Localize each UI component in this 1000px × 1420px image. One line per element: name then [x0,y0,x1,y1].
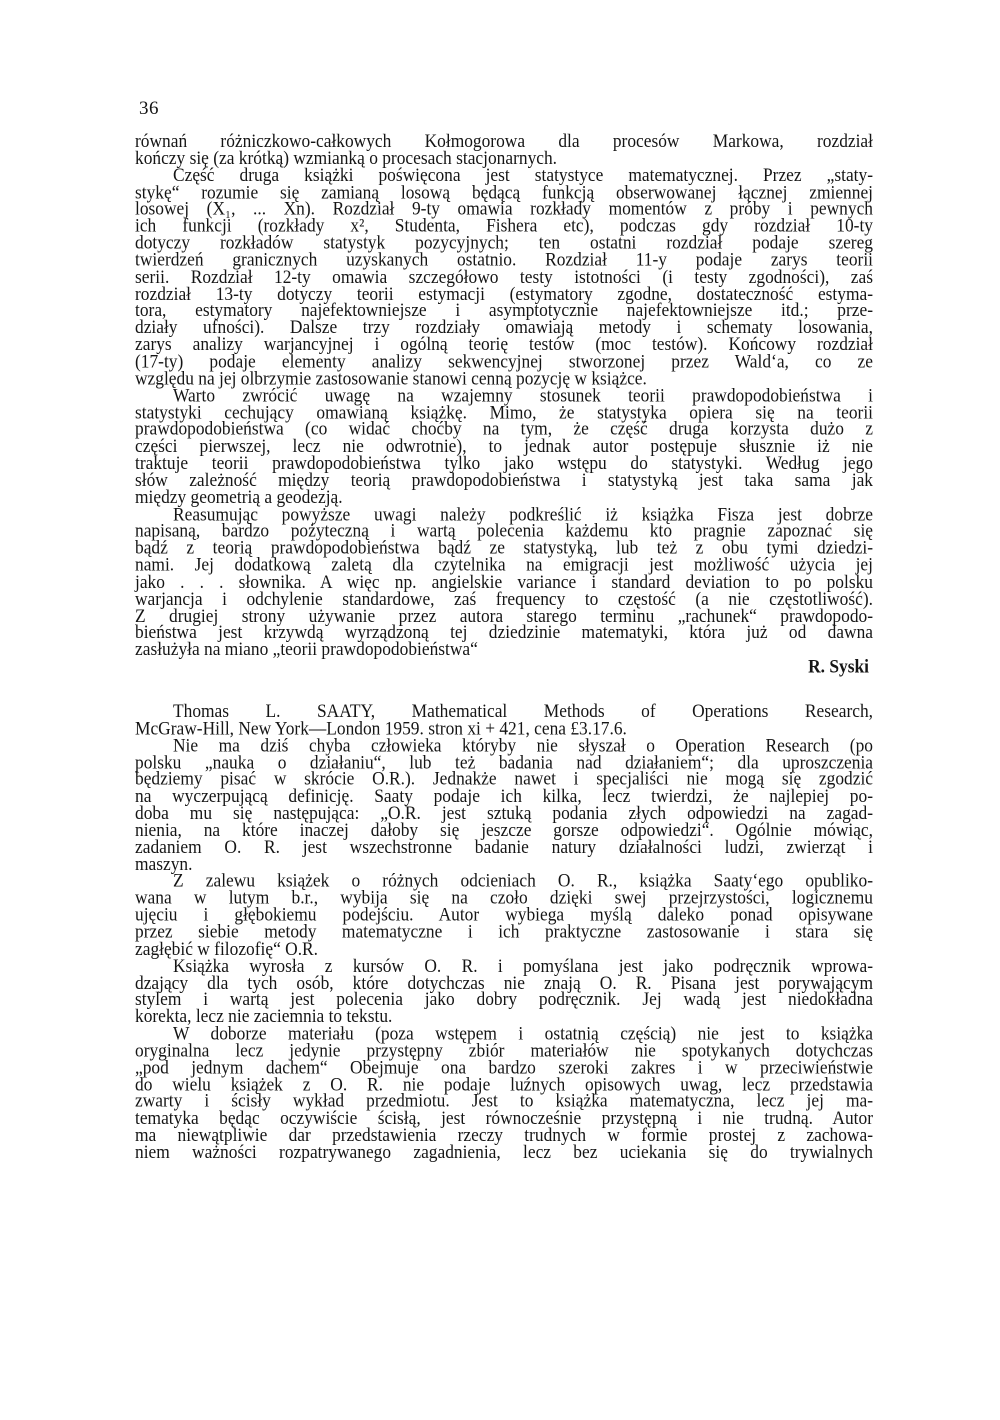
text-line: stylem i wartą jest polecenia jako dobry podręcznik. Jej wadą jest niedokładna [135,988,873,1010]
text-line: tematyka będąc oczywiście ścisłą, jest równocześnie przystępną i nie trudną. Autor [135,1106,873,1129]
text-line: dotyczy rozkładów statystyk pozycyjnych; ten ostatni rozdział podaje szereg [135,231,873,253]
text-line: polsku „nauka o działaniu“, lub też badania nad działaniem“; dla uproszczenia [135,750,873,773]
text-line: traktuje teorii prawdopodobieństwa tylko jako wstępu do statystyki. Według jego [135,451,873,474]
text-line: względu na jej olbrzymie zastosowanie stanowi cenną pozycję w książce. [135,367,647,389]
text-line: stykę“ rozumie się zamianą losową będącą funkcją obserwowanej łącznej zmiennej [135,180,873,203]
text-line: nami. Jej dodatkową zaletą dla czytelnika na emigracji jest możliwość użycia jej [135,553,873,576]
text-line: Z drugiej strony używanie przez autora starego terminu „rachunek“ prawdopodo- [135,604,873,626]
review-saaty [135,700,873,1163]
review-fisz [135,129,873,677]
text-line: napisaną, bardzo pożyteczną i wartą polecenia każdemu kto pragnie zapoznać się [135,519,873,542]
text-line: przez siebie metody matematyczne i ich praktyczne zastosowanie i stara się [135,920,873,942]
text-line: prawdopodobieństwa (co widać choćby na tym, że część druga korzysta dużo z [135,417,873,440]
page-body [135,129,873,1163]
text-line: kończy się (za krótką) wzmianką o procesach stacjonarnych. [135,146,558,169]
text-line: jako . . . słownika. A więc np. angielskie variance i standard deviation to po polsku [135,570,873,592]
text-line: dzający dla tych osób, które dotychczas nie znają O. R. Pisana jest porywającym [135,971,873,993]
paragraph-start-line: W doborze materiału (poza wstępem i ostatnią częścią) nie jest to książka [173,1022,873,1044]
text-line: na wyczerpującą definicję. Saaty podaje ich kilka, lecz twierdzi, że najlepiej po- [135,784,873,807]
paragraph-start-line: Z zalewu książek o różnych odcieniach O. R., książka Saaty‘ego opubliko- [173,869,873,892]
text-line: niem ważności rozpatrywanego zagadnienia, lecz bez uciekania się do trywialnych [135,1140,873,1163]
text-line: bieństwa jest krzywdą wyrządzoną tej dziedzinie matematyki, która już od dawna [135,621,873,643]
text-line: nienia, na które inaczej dałoby się jeszcze gorsze odpowiedzi“. Ogólnie mówiąc, [135,818,873,841]
text-line: twierdzeń granicznych uzyskanych ostatnio. Rozdział 11-y podaje zarys teorii [135,248,873,270]
text-line: (17-ty) podaje elementy analizy sekwencyjnej stworzonej przez Wald‘a, co ze [135,350,873,372]
text-line: zadaniem O. R. jest wszechstronne badanie natury działalności ludzi, zwierząt i [135,835,873,858]
text-line: zasłużyła na miano „teorii prawdopodobieństwa“ [135,638,478,660]
paragraph-start-line: Reasumując powyższe uwagi należy podkreślić iż książka Fisza jest dobrze [173,502,873,525]
text-line: „pod jednym dachem“ Obejmuje ona bardzo szeroki zakres i w przeciwieństwie [135,1056,873,1078]
text-line: zarys analizy warjancyjnej i ogólną teorię testów (moc testów). Końcowy rozdział [135,333,873,355]
text-line: oryginalna lecz jedynie przystępny zbiór materiałów nie spotykanych dotychczas [135,1039,873,1061]
page-number: 36 [139,98,159,119]
text-line: działy ufności). Dalsze trzy rozdziały omawiają metody i schematy losowania, [135,316,873,338]
text-line: między geometrią a geodezją. [135,485,343,508]
text-line: do wielu książek z O. R. nie podaje luźnych opisowych uwag, lecz przedstawia [135,1073,873,1095]
text-line: części pierwszej, lecz nie odwrotnie), to jednak autor postępuje słusznie iż nie [135,434,873,457]
text-line: słów zależność między teorią prawdopodobieństwa i statystyką jest taka sama jak [135,468,873,491]
review-signature: R. Syski [808,655,869,677]
paragraph-start-line: Część druga książki poświęcona jest statystyce matematycznej. Przez „staty- [173,163,873,186]
text-line: losowej (X₁, ... Xn). Rozdział 9-ty omawia rozkłady momentów z próby i pewnych [135,197,873,220]
text-line: równań różniczkowo-całkowych Kołmogorowa dla procesów Markowa, rozdział [135,129,873,152]
text-line: bądź z teorią prawdopodobieństwa bądź ze statystyką, lub też z obu tymi dziedzi- [135,536,873,559]
text-line: warjancja i odchylenie standardowe, zaś frequency to częstość (a nie częstotliwość). [135,587,873,609]
text-line: ujęciu i głębokiemu podejściu. Autor wybiega myślą daleko ponad opisywane [135,903,873,925]
text-line: zagłębić w filozofię“ O.R. [135,937,319,959]
paragraph-start-line: Warto zwrócić uwagę na wzajemny stosunek teorii prawdopodobieństwa i [173,384,873,406]
paragraph-start-line: Nie ma dziś chyba człowieka któryby nie słyszał o Operation Research (po [173,734,873,756]
text-line: maszyn. [135,852,193,875]
text-line: będziemy pisać w skrócie O.R.). Jednakże nawet i specjaliści nie mogą się zgodzić [135,767,873,790]
book-citation-line: Thomas L. SAATY, Mathematical Methods of Operations Research, [173,700,873,722]
book-citation-line: McGraw-Hill, New York—London 1959. stron xi + 421, cena £3.17.6. [135,717,627,739]
text-line: statystyki cechujący omawianą książkę. Mimo, że statystyka opiera się na teorii [135,401,873,423]
text-line: tora, estymatory najefektowniejsze i asymptotycznie najefektowniejsze itd.; prze- [135,299,873,321]
text-line: ma niewątpliwie dar przedstawienia rzeczy trudnych w formie prostej z zachowa- [135,1123,873,1146]
text-line: serii. Rozdział 12-ty omawia szczegółowo testy istotności (i testy zgodności), zaś [135,265,873,287]
paragraph-start-line: Książka wyrosła z kursów O. R. i pomyślana jest jako podręcznik wprowa- [173,954,873,976]
text-line: rozdział 13-ty dotyczy teorii estymacji (estymatory zgodne, dostateczność estyma- [135,282,873,304]
text-line: ich funkcji (rozkłady x², Studenta, Fishera etc), podczas gdy rozdział 10-ty [135,214,873,236]
text-line: korekta, lecz nie zaciemnia to tekstu. [135,1005,393,1027]
text-line: wana w lutym b.r., wybija się na czoło dzięki swej przejrzystości, logicznemu [135,886,873,908]
text-line: zwarty i ścisły wykład przedmiotu. Jest to książka matematyczna, lecz jej ma- [135,1090,873,1112]
text-line: doba mu się następująca: „O.R. jest sztuką podania złych odpowiedzi na zagad- [135,801,873,824]
